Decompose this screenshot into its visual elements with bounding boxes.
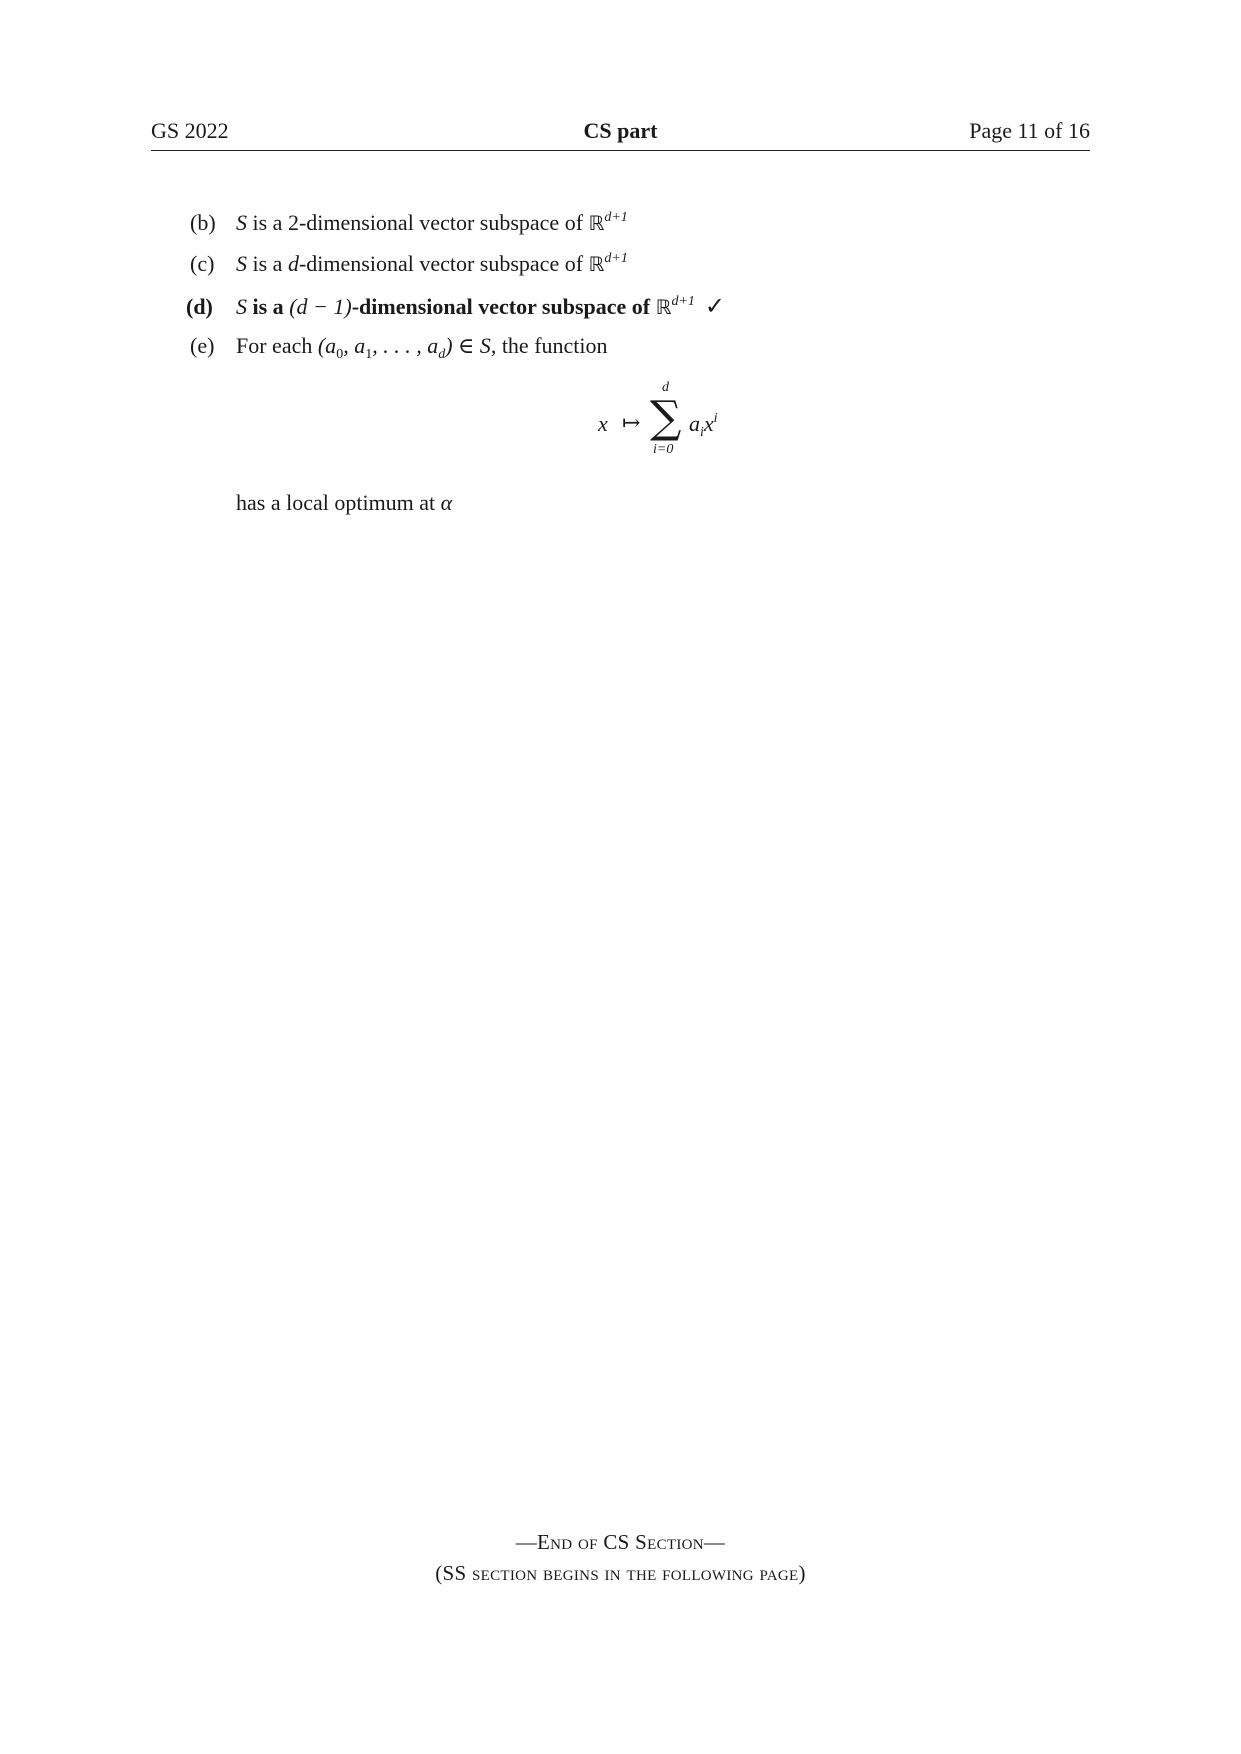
exponent: d+1 [671,294,695,309]
section-end-note: —End of CS Section— [515,1530,726,1554]
option-e [190,333,608,362]
dimension-var: d [287,251,299,276]
coefficient: a [689,411,700,436]
real-field-symbol: ℝ [588,211,605,235]
subscript-d: d [438,347,446,362]
option-text-post: , the function [490,333,608,358]
option-label: (c) [190,251,215,276]
page-number: Page 11 of 16 [969,118,1090,143]
sum-term [689,411,718,440]
exam-code: GS 2022 [151,118,229,143]
option-text-pre: For each [236,333,318,358]
formula-variable: x [598,411,608,436]
option-b [190,210,628,236]
maps-to-symbol: ↦ [622,410,641,435]
option-text: is a 2-dimensional vector subspace of [247,210,589,235]
option-text-pre: is a [247,294,290,319]
tuple-mid: , a [343,333,366,358]
exponent: d+1 [604,210,628,225]
option-d-correct [186,292,725,320]
dimension-expr: (d − 1) [289,294,352,319]
page-header [151,116,1090,151]
option-c [190,251,628,277]
real-field-symbol: ℝ [588,252,605,276]
option-label: (e) [190,333,215,358]
sum-formula [590,380,790,460]
sum-upper-limit: d [662,380,669,395]
checkmark-icon: ✓ [704,292,726,320]
option-label: (d) [186,294,213,319]
subject-var: S [236,210,247,235]
power-base: x [703,411,714,436]
subscript-0: 0 [336,347,344,362]
option-text-pre: is a [247,251,288,276]
continuation-text: has a local optimum at [236,490,441,515]
tuple-open: (a [317,333,337,358]
exponent: d+1 [604,251,628,266]
coefficient-index: i [700,425,704,440]
tuple-mid2: , . . . , a [372,333,439,358]
option-text-post: -dimensional vector subspace of [298,251,589,276]
option-text-post: -dimensional vector subspace of [351,294,656,319]
section-title: CS part [583,118,658,143]
summation-symbol: ∑ [650,392,682,443]
real-field-symbol: ℝ [655,295,672,319]
subject-var: S [236,294,247,319]
alpha-symbol: α [440,490,453,515]
tuple-end: ) ∈ S [445,333,491,358]
option-label: (b) [190,210,216,235]
sum-lower-limit: i=0 [653,442,674,457]
next-section-note: (SS section begins in the following page) [435,1561,806,1585]
option-e-continuation [236,490,452,516]
subscript-1: 1 [365,347,373,362]
subject-var: S [236,251,247,276]
power-exponent: i [713,411,718,426]
